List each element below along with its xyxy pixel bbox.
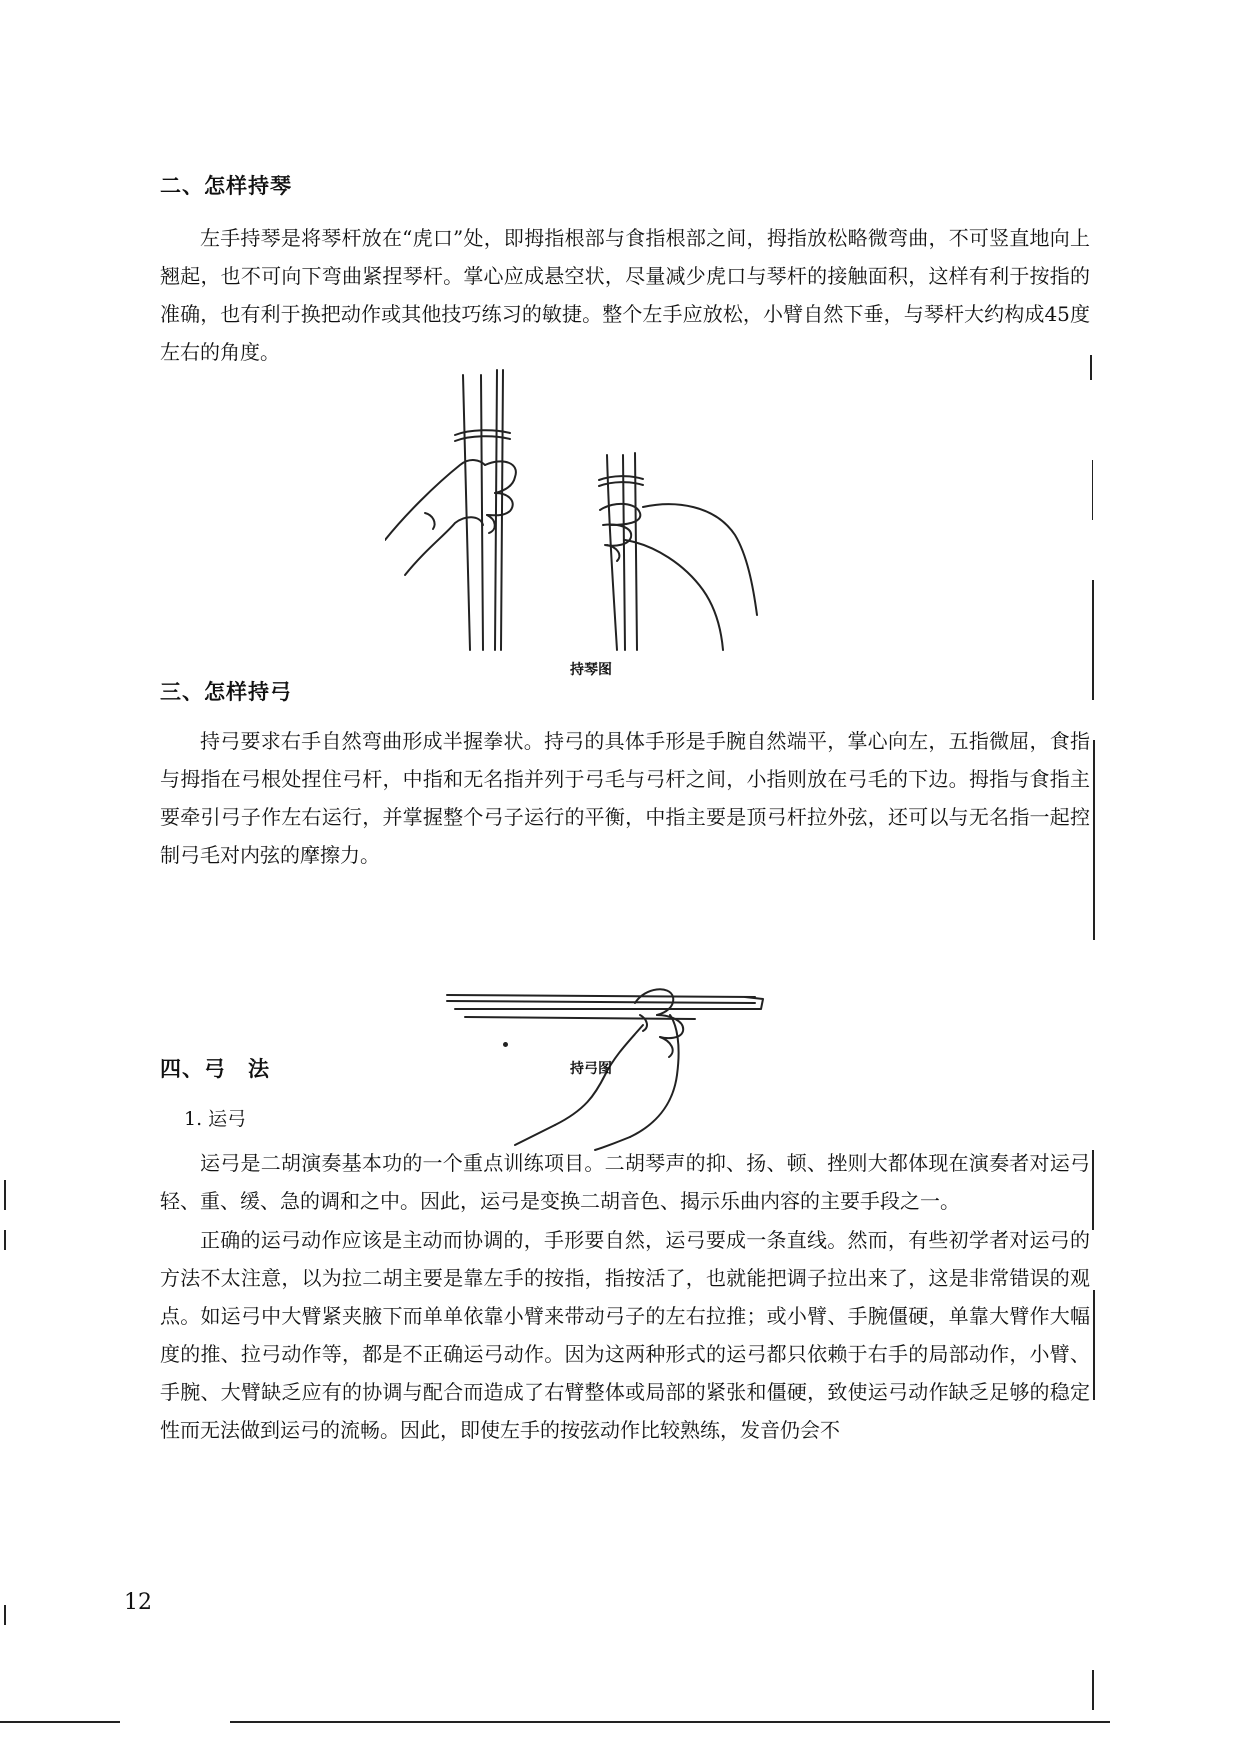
holding-instrument-illustration [385,365,765,655]
scan-edge-mark-right-2 [1092,460,1093,520]
section-heading-bowing: 四、弓 法 [160,1057,270,1081]
section-heading-hold-instrument: 二、怎样持琴 [160,174,292,198]
section-heading-hold-bow: 三、怎样持弓 [160,680,292,704]
scan-edge-mark-right-4 [1093,740,1095,940]
scan-edge-mark-right-5 [1092,1150,1094,1230]
figure-caption-hold-bow: 持弓图 [570,1061,612,1077]
figure-caption-hold-instrument: 持琴图 [570,662,612,678]
scan-edge-mark-right-7 [1092,1670,1094,1710]
paragraph-hold-instrument: 左手持琴是将琴杆放在“虎口”处，即拇指根部与食指根部之间，拇指放松略微弯曲，不可竖直地向上翘起，也不可向下弯曲紧捏琴杆。掌心应成悬空状，尽量减少虎口与琴杆的接触面积，这样有利于按指的准确，也有利于换把动作或其他技巧练习的敏捷。整个左手应放松，小臂自然下垂，与琴杆大约构成45度左右的角度。 [160,226,1090,364]
scan-edge-mark-left [4,1180,6,1210]
scan-edge-mark-left-3 [4,1605,6,1625]
subheading-bowing-1: 1. 运弓 [184,1108,247,1130]
scan-edge-mark-right-3 [1092,580,1094,700]
paragraph-bowing-2: 正确的运弓动作应该是主动而协调的，手形要自然，运弓要成一条直线。然而，有些初学者对运弓的方法不太注意，以为拉二胡主要是靠左手的按指，指按活了，也就能把调子拉出来了，这是非常错误的观点。如运弓中大臂紧夹腋下而单单依靠小臂来带动弓子的左右拉推；或小臂、手腕僵硬，单靠大臂作大幅度的推、拉弓动作等，都是不正确运弓动作。因为这两种形式的运弓都只依赖于右手的局部动作，小臂、手腕、大臂缺乏应有的协调与配合而造成了右臂整体或局部的紧张和僵硬，致使运弓动作缺乏足够的稳定性而无法做到运弓的流畅。因此，即使左手的按弦动作比较熟练，发音仍会不 [160,1228,1090,1442]
scan-edge-mark-right [1090,355,1092,380]
scan-edge-line-bottom [230,1721,1110,1723]
scan-edge-line-bottom-left [0,1721,120,1723]
scan-edge-mark-left-2 [4,1230,6,1250]
scan-edge-mark-right-6 [1093,1290,1095,1400]
page-number: 12 [124,1590,152,1615]
stray-dot [503,1042,508,1047]
paragraph-hold-bow: 持弓要求右手自然弯曲形成半握拳状。持弓的具体手形是手腕自然端平，掌心向左，五指微屈，食指与拇指在弓根处捏住弓杆，中指和无名指并列于弓毛与弓杆之间，小指则放在弓毛的下边。拇指与食指主要牵引弓子作左右运行，并掌握整个弓子运行的平衡，中指主要是顶弓杆拉外弦，还可以与无名指一起控制弓毛对内弦的摩擦力。 [160,729,1090,867]
paragraph-bowing-1: 运弓是二胡演奏基本功的一个重点训练项目。二胡琴声的抑、扬、顿、挫则大都体现在演奏者对运弓轻、重、缓、急的调和之中。因此，运弓是变换二胡音色、揭示乐曲内容的主要手段之一。 [160,1151,1090,1213]
